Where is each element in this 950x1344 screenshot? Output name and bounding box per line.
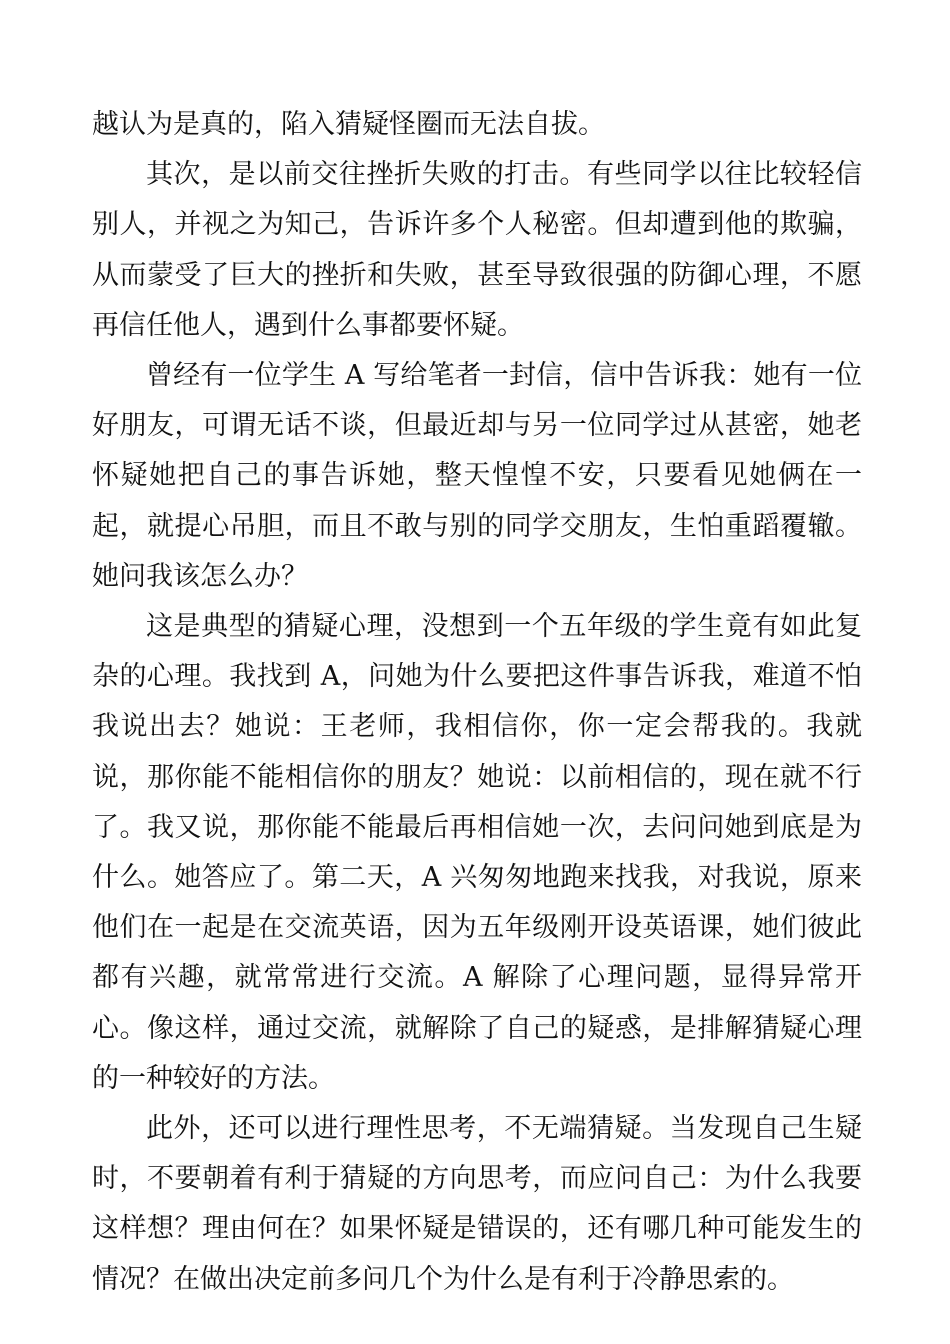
paragraph-5: 此外，还可以进行理性思考，不无端猜疑。当发现自己生疑时，不要朝着有利于猜疑的方向思考，而应问自己：为什么我要这样想？理由何在？如果怀疑是错误的，还有哪几种可能发生的情况？在做出决定前多问几个为什么是有利于冷静思索的。: [92, 1113, 862, 1295]
paragraph-3: 曾经有一位学生 A 写给笔者一封信，信中告诉我：她有一位好朋友，可谓无话不谈，但最近却与另一位同学过从甚密，她老怀疑她把自己的事告诉她，整天惶惶不安，只要看见她俩在一起，就提心吊胆，而且不敢与别的同学交朋友，生怕重蹈覆辙。她问我该怎么办？: [92, 360, 862, 592]
paragraph-1: 越认为是真的，陷入猜疑怪圈而无法自拔。: [92, 109, 605, 140]
document-page: [92, 100, 862, 1305]
paragraph-2: 其次，是以前交往挫折失败的打击。有些同学以往比较轻信别人，并视之为知己，告诉许多个人秘密。但却遭到他的欺骗，从而蒙受了巨大的挫折和失败，甚至导致很强的防御心理，不愿再信任他人，遇到什么事都要怀疑。: [92, 159, 862, 341]
paragraph-4: 这是典型的猜疑心理，没想到一个五年级的学生竟有如此复杂的心理。我找到 A，问她为什么要把这件事告诉我，难道不怕我说出去？她说：王老师，我相信你，你一定会帮我的。我就说，那你能不能相信你的朋友？她说：以前相信的，现在就不行了。我又说，那你能不能最后再相信她一次，去问问她到底是为什么。她答应了。第二天，A 兴匆匆地跑来找我，对我说，原来他们在一起是在交流英语，因为五年级刚开设英语课，她们彼此都有兴趣，就常常进行交流。A 解除了心理问题，显得异常开心。像这样，通过交流，就解除了自己的疑惑，是排解猜疑心理的一种较好的方法。: [92, 611, 862, 1094]
